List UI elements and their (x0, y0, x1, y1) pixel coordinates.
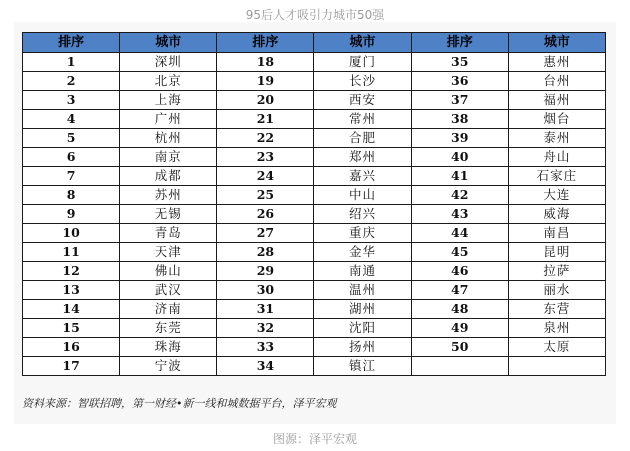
image-caption: 图源：泽平宏观 (272, 432, 357, 446)
table-card (14, 22, 616, 424)
city-cell (508, 357, 605, 376)
rank-cell: 3 (23, 91, 120, 110)
city-cell: 烟台 (508, 110, 605, 129)
city-cell: 宁波 (120, 357, 217, 376)
rank-cell: 15 (23, 319, 120, 338)
rank-cell: 21 (217, 110, 314, 129)
city-cell: 福州 (508, 91, 605, 110)
city-cell: 杭州 (120, 129, 217, 148)
city-cell: 泰州 (508, 129, 605, 148)
rank-cell: 12 (23, 262, 120, 281)
city-cell: 济南 (120, 300, 217, 319)
city-cell: 上海 (120, 91, 217, 110)
table-header-row (23, 33, 606, 53)
city-cell: 无锡 (120, 205, 217, 224)
city-cell: 成都 (120, 167, 217, 186)
rank-cell: 42 (411, 186, 508, 205)
table-row (23, 72, 606, 91)
rank-cell: 22 (217, 129, 314, 148)
source-note: 资料来源：智联招聘，第一财经•新一线和城数据平台，泽平宏观 (22, 397, 337, 410)
rank-cell: 13 (23, 281, 120, 300)
rank-cell: 47 (411, 281, 508, 300)
rank-cell: 7 (23, 167, 120, 186)
table-row (23, 148, 606, 167)
rank-cell: 38 (411, 110, 508, 129)
city-cell: 泉州 (508, 319, 605, 338)
city-cell: 郑州 (314, 148, 411, 167)
city-cell: 拉萨 (508, 262, 605, 281)
rank-cell: 23 (217, 148, 314, 167)
table-row (23, 91, 606, 110)
city-cell: 丽水 (508, 281, 605, 300)
city-cell: 石家庄 (508, 167, 605, 186)
table-row (23, 167, 606, 186)
header-rank: 排序 (217, 33, 314, 53)
city-cell: 南京 (120, 148, 217, 167)
rank-cell: 14 (23, 300, 120, 319)
rank-cell: 8 (23, 186, 120, 205)
table-row (23, 357, 606, 376)
city-cell: 苏州 (120, 186, 217, 205)
city-cell: 武汉 (120, 281, 217, 300)
header-rank: 排序 (411, 33, 508, 53)
city-cell: 珠海 (120, 338, 217, 357)
city-cell: 舟山 (508, 148, 605, 167)
header-city: 城市 (120, 33, 217, 53)
rank-cell: 27 (217, 224, 314, 243)
rank-cell: 28 (217, 243, 314, 262)
rank-cell: 35 (411, 53, 508, 72)
table-row (23, 53, 606, 72)
rank-cell: 19 (217, 72, 314, 91)
city-cell: 太原 (508, 338, 605, 357)
city-cell: 西安 (314, 91, 411, 110)
table-row (23, 129, 606, 148)
rank-cell: 32 (217, 319, 314, 338)
rank-cell: 29 (217, 262, 314, 281)
city-cell: 大连 (508, 186, 605, 205)
table-row (23, 319, 606, 338)
city-cell: 绍兴 (314, 205, 411, 224)
city-cell: 合肥 (314, 129, 411, 148)
rank-cell: 20 (217, 91, 314, 110)
table-row (23, 224, 606, 243)
page-title: 95后人才吸引力城市50强 (245, 8, 385, 22)
rank-cell: 36 (411, 72, 508, 91)
city-cell: 常州 (314, 110, 411, 129)
rank-cell: 6 (23, 148, 120, 167)
rank-cell: 45 (411, 243, 508, 262)
rank-cell: 5 (23, 129, 120, 148)
rank-cell: 10 (23, 224, 120, 243)
rank-cell: 26 (217, 205, 314, 224)
city-cell: 南通 (314, 262, 411, 281)
city-cell: 惠州 (508, 53, 605, 72)
city-cell: 佛山 (120, 262, 217, 281)
city-cell: 天津 (120, 243, 217, 262)
rank-cell: 17 (23, 357, 120, 376)
rank-cell: 30 (217, 281, 314, 300)
city-cell: 深圳 (120, 53, 217, 72)
rank-cell: 39 (411, 129, 508, 148)
city-cell: 湖州 (314, 300, 411, 319)
rank-cell: 48 (411, 300, 508, 319)
city-cell: 长沙 (314, 72, 411, 91)
city-cell: 东莞 (120, 319, 217, 338)
city-cell: 昆明 (508, 243, 605, 262)
rank-cell: 41 (411, 167, 508, 186)
rank-cell (411, 357, 508, 376)
rank-cell: 44 (411, 224, 508, 243)
rank-cell: 24 (217, 167, 314, 186)
city-cell: 厦门 (314, 53, 411, 72)
rank-cell: 18 (217, 53, 314, 72)
city-cell: 广州 (120, 110, 217, 129)
rank-cell: 34 (217, 357, 314, 376)
table-row (23, 110, 606, 129)
table-row (23, 243, 606, 262)
table-body (23, 53, 606, 376)
rank-cell: 2 (23, 72, 120, 91)
rank-cell: 43 (411, 205, 508, 224)
table-row (23, 205, 606, 224)
rank-cell: 4 (23, 110, 120, 129)
table-row (23, 262, 606, 281)
city-cell: 北京 (120, 72, 217, 91)
header-city: 城市 (508, 33, 605, 53)
city-cell: 重庆 (314, 224, 411, 243)
city-cell: 镇江 (314, 357, 411, 376)
city-cell: 温州 (314, 281, 411, 300)
city-cell: 嘉兴 (314, 167, 411, 186)
rank-cell: 1 (23, 53, 120, 72)
city-cell: 金华 (314, 243, 411, 262)
table-row (23, 186, 606, 205)
rank-cell: 31 (217, 300, 314, 319)
city-cell: 沈阳 (314, 319, 411, 338)
city-cell: 青岛 (120, 224, 217, 243)
header-rank: 排序 (23, 33, 120, 53)
rank-cell: 25 (217, 186, 314, 205)
city-cell: 中山 (314, 186, 411, 205)
city-cell: 台州 (508, 72, 605, 91)
city-cell: 南昌 (508, 224, 605, 243)
city-cell: 扬州 (314, 338, 411, 357)
rank-cell: 16 (23, 338, 120, 357)
table-row (23, 338, 606, 357)
city-cell: 威海 (508, 205, 605, 224)
table-row (23, 281, 606, 300)
rank-cell: 49 (411, 319, 508, 338)
rank-cell: 11 (23, 243, 120, 262)
city-cell: 东营 (508, 300, 605, 319)
ranking-table (22, 32, 606, 376)
rank-cell: 37 (411, 91, 508, 110)
rank-cell: 9 (23, 205, 120, 224)
table-row (23, 300, 606, 319)
rank-cell: 46 (411, 262, 508, 281)
header-city: 城市 (314, 33, 411, 53)
rank-cell: 33 (217, 338, 314, 357)
rank-cell: 40 (411, 148, 508, 167)
rank-cell: 50 (411, 338, 508, 357)
